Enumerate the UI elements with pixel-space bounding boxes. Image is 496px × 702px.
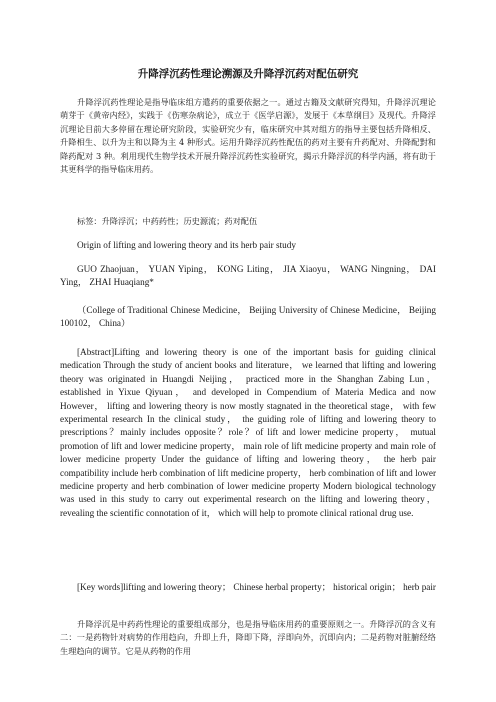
paper-title: 升降浮沉药性理论溯源及升降浮沉药对配伍研究: [137, 68, 359, 80]
chinese-abstract: 升降浮沉药性理论是指导临床组方遣药的重要依据之一。通过古籍及文献研究得知，升降浮沉理论萌芽于《黄帝内经》，实践于《伤寒杂病论》，成立于《医学启源》，发展于《本草纲目》及现代。升降浮沉理论目前大多停留在理论研究阶段，实验研究少有，临床研究中其对组方的指导主要包括升降相反、升降相生、以升为主和以降为主 4 种形式。运用升降浮沉药性配伍的药对主要有升药配对、升降配對和降药配对 3 种。利用现代生物学技术开展升降浮沉药性实验研究，揭示升降浮沉的科学内涵，将有助于其更科学的指导临床用药。: [60, 97, 436, 175]
body-paragraph: 升降浮沉是中药药性理论的重要组成部分，也是指导临床用药的重要原则之一。升降浮沉的含义有二：一是药物针对病势的作用趋向，升即上升，降即下降，浮即向外，沉即向内；二是药物对脏腑经络生理趋向的调节。它是从药物的作用: [60, 619, 436, 656]
english-title: Origin of lifting and lowering theory and its herb pair study: [77, 240, 296, 250]
chinese-keywords: 标签：升降浮沉；中药药性；历史源流；药对配伍: [77, 216, 258, 226]
english-authors: GUO Zhaojuan， YUAN Yiping， KONG Liting， JIA Xiaoyu， WANG Ningning， DAI Ying， ZHAI Huaqiang*: [60, 264, 436, 288]
english-affiliation: （College of Traditional Chinese Medicine， Beijing University of Chinese Medicine， Beijing 100102， China）: [60, 305, 436, 329]
english-keywords: [Key words]lifting and lowering theory； Chinese herbal property； historical origin； herb pair: [77, 582, 436, 592]
english-abstract: [Abstract]Lifting and lowering theory is one of the important basis for guiding clinical medication Through the study of ancient books and literature， we learned that lifting and lowering theory was originated in Huangdi Neijing， practiced more in the Shanghan Zabing Lun， established in Yixue Qiyuan， and developed in Compendium of Materia Medica and now However， lifting and lowering theory is now mostly stagnated in the theoretical stage， with few experimental research In the clinical study， the guiding role of lifting and lowering theory to prescriptions？mainly includes opposite？role？of lift and lower medicine property， mutual promotion of lift and lower medicine property， main role of lift medicine property and main role of lower medicine property Under the guidance of lifting and lowering theory， the herb pair compatibility include herb combination of lift medicine property， herb combination of lift and lower medicine property and herb combination of lower medicine property Modern biological technology was used in this study to carry out experimental research on the lifting and lowering theory， revealing the scientific connotation of it， which will help to promote clinical rational drug use.: [60, 347, 436, 518]
